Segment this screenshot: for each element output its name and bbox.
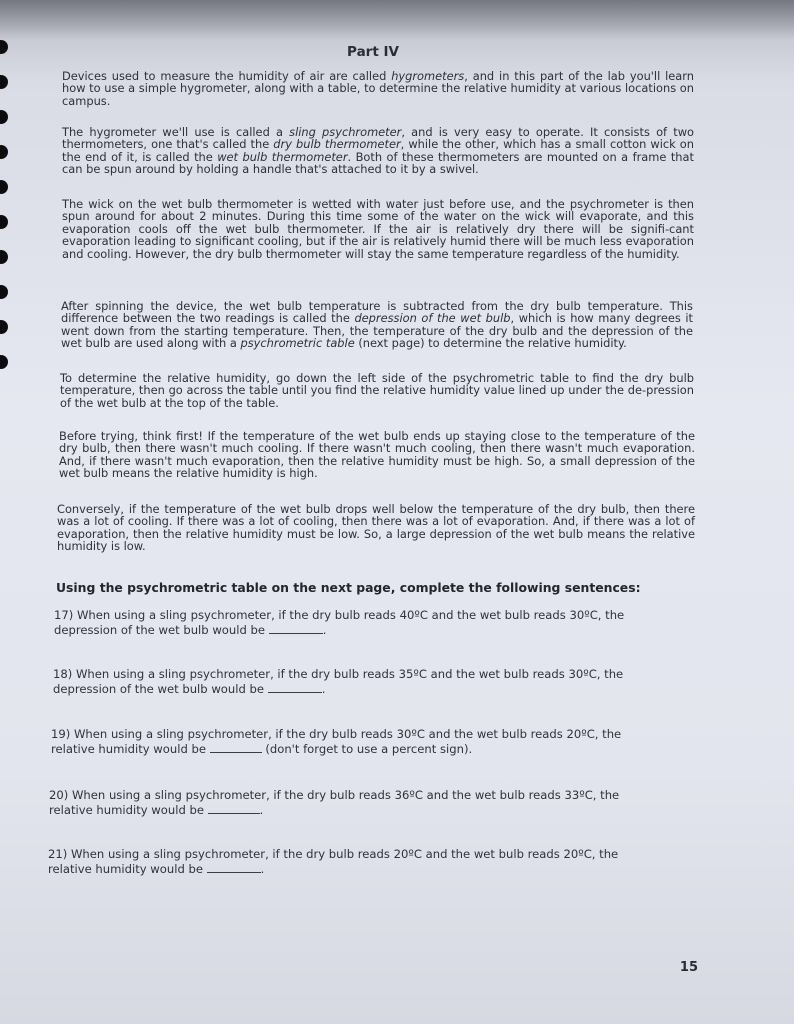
italic-term: sling psychrometer <box>289 125 402 139</box>
italic-term: wet bulb thermometer <box>217 149 348 164</box>
paragraph-text: The hygrometer we'll use is called a <box>62 125 290 139</box>
answer-blank[interactable] <box>269 623 323 634</box>
question-item <box>49 789 619 817</box>
question-text: depression of the wet bulb would be <box>54 622 269 637</box>
paragraph <box>61 300 693 350</box>
italic-term: depression of the wet bulb <box>354 311 511 326</box>
question-text: relative humidity would be <box>51 741 210 756</box>
paragraph-text: Devices used to measure the humidity of air are called <box>62 69 392 83</box>
question-item <box>51 728 621 756</box>
answer-blank[interactable] <box>268 682 322 693</box>
question-text: 20) When using a sling psychrometer, if the dry bulb reads 36ºC and the wet bulb reads 33ºC, the <box>49 788 620 802</box>
instruction-heading: Using the psychrometric table on the next page, complete the following sentences: <box>56 580 641 595</box>
answer-blank[interactable] <box>207 862 261 873</box>
paragraph-text: (next page) to determine the relative humidity. <box>354 336 627 351</box>
question-text: 21) When using a sling psychrometer, if the dry bulb reads 20ºC and the wet bulb reads 20ºC, the <box>48 847 619 861</box>
question-text: relative humidity would be <box>48 861 207 876</box>
question-answer-line <box>54 623 624 638</box>
paragraph-text: Conversely, if the temperature of the wet bulb drops well below the temperature of the dry bulb, then there was a lot of cooling. If there was a lot of cooling, then there was a lot of evaporation. And, if there was a lot of evaporation, then the relative humidity must be low. So, a large depression of the wet bulb means the relative humidity is low. <box>57 502 695 554</box>
question-text: relative humidity would be <box>49 802 208 817</box>
paragraph-text: Before trying, think first! If the temperature of the wet bulb ends up staying close to the temperature of the dry bulb, then there wasn't much cooling. If there wasn't much cooling, then there wasn't much evaporation. And, if there wasn't much evaporation, then the relative humidity must be high. So, a small depression of the wet bulb means the relative humidity is high. <box>59 429 695 481</box>
question-text: 18) When using a sling psychrometer, if the dry bulb reads 35ºC and the wet bulb reads 30ºC, the <box>53 667 624 681</box>
binder-hole <box>0 180 8 194</box>
binder-hole <box>0 320 8 334</box>
paragraph-text: , and is very easy to operate. It consists of two thermometers, one that's called the <box>62 125 694 152</box>
question-text: 17) When using a sling psychrometer, if the dry bulb reads 40ºC and the wet bulb reads 30ºC, the <box>54 608 625 622</box>
binder-hole <box>0 355 8 369</box>
question-answer-line <box>51 742 621 757</box>
paragraph-text: . Both of these thermometers are mounted on a frame that can be spun around by holding a handle that's attached to it by a swivel. <box>62 149 694 177</box>
paragraph-text: The wick on the wet bulb thermometer is wetted with water just before use, and the psychrometer is then spun around for about 2 minutes. During this time some of the water on the wick will evaporate, and this evaporation cools off the wet bulb thermometer. If the air is relatively dry there will be signifi-cant evaporation leading to significant cooling, but if the air is relatively humid there will be much less evaporation and cooling. However, the dry bulb thermometer will stay the same temperature regardless of the humidity. <box>62 197 694 261</box>
paragraph-text: , which is how many degrees it went down from the starting temperature. Then, the temperature of the dry bulb and the depression of the wet bulb are used along with a <box>61 311 694 351</box>
page-title: Part IV <box>347 44 399 60</box>
question-text: (don't forget to use a percent sign). <box>261 741 473 756</box>
question-text: . <box>321 681 326 696</box>
paragraph-text: , and in this part of the lab you'll learn how to use a simple hygrometer, along with a table, to determine the relative humidity at various locations on campus. <box>62 69 694 108</box>
question-text: depression of the wet bulb would be <box>53 681 268 696</box>
italic-term: dry bulb thermometer <box>273 137 401 152</box>
question-text: . <box>322 622 327 637</box>
paragraph <box>62 126 694 176</box>
binder-hole <box>0 215 8 229</box>
question-text: 19) When using a sling psychrometer, if the dry bulb reads 30ºC and the wet bulb reads 20ºC, the <box>51 727 622 741</box>
question-answer-line <box>53 682 623 697</box>
answer-blank[interactable] <box>208 803 260 814</box>
paragraph <box>59 430 695 480</box>
answer-blank[interactable] <box>210 742 262 753</box>
question-text: . <box>260 861 265 876</box>
question-answer-line <box>48 862 618 877</box>
question-text: . <box>259 802 264 817</box>
binder-hole <box>0 110 8 124</box>
page-number: 15 <box>679 960 698 975</box>
paragraph <box>62 198 694 260</box>
binder-hole <box>0 75 8 89</box>
binder-hole <box>0 250 8 264</box>
question-item <box>48 848 618 876</box>
binder-hole <box>0 285 8 299</box>
question-item <box>53 668 623 696</box>
paragraph <box>57 503 695 553</box>
italic-term: psychrometric table <box>240 336 355 351</box>
italic-term: hygrometers <box>391 69 465 83</box>
document-page <box>48 0 698 1024</box>
paragraph-text: , while the other, which has a small cotton wick on the end of it, is called the <box>62 137 694 164</box>
binder-hole <box>0 40 8 54</box>
paragraph <box>62 70 694 107</box>
paragraph-text: After spinning the device, the wet bulb temperature is subtracted from the dry bulb temperature. This difference between the two readings is called the <box>61 299 693 326</box>
question-answer-line <box>49 803 619 818</box>
paragraph-text: To determine the relative humidity, go down the left side of the psychrometric table to find the dry bulb temperature, then go across the table until you find the relative humidity value lined up under the de-pression of the wet bulb at the top of the table. <box>60 371 694 410</box>
paragraph <box>60 372 694 409</box>
binder-hole <box>0 145 8 159</box>
question-item <box>54 609 624 637</box>
